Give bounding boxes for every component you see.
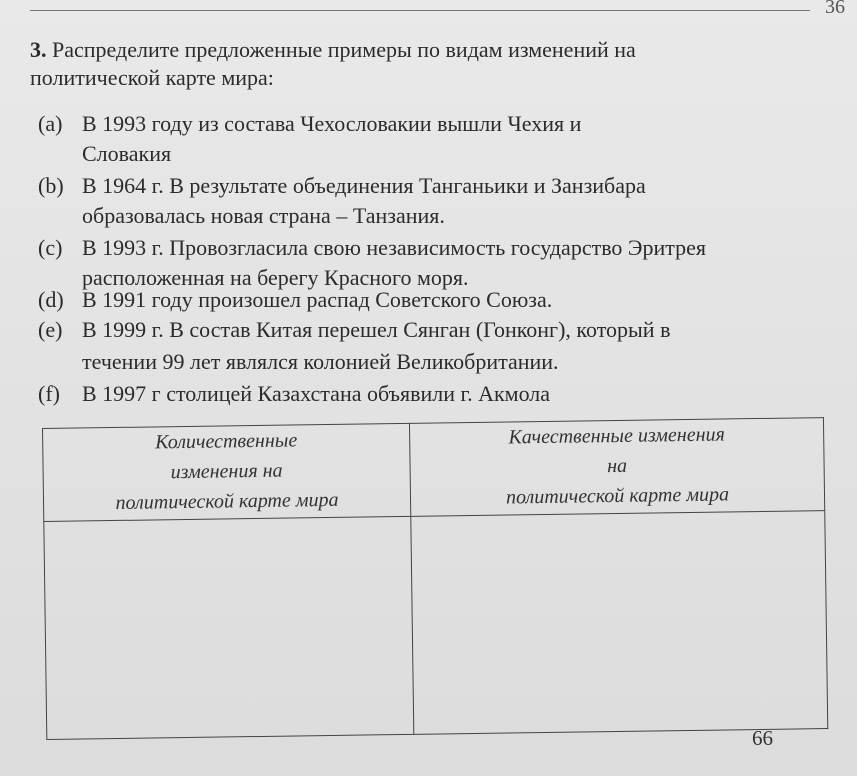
list-item-d [38,286,553,314]
item-label: (c) [38,235,63,260]
item-text-line1: В 1997 г столицей Казахстана объявили г. Акмола [82,381,551,406]
list-item-b [38,172,646,228]
header-qualitative-line3: политической карте мира [505,483,730,509]
table-answer-row [44,511,828,740]
list-item-f [38,380,551,408]
list-item-e [38,316,671,374]
item-label: (a) [38,111,63,136]
header-quantitative-line3: политической карте мира [115,488,339,514]
header-qualitative-line2: на [606,454,628,478]
task-prompt-line2: политической карте мира: [30,65,274,90]
task-prompt [30,36,857,92]
item-text-line1: В 1991 году произошел распад Советского Союза. [82,287,553,312]
item-label: (b) [38,173,64,198]
page-number: 66 [752,726,773,750]
task-prompt-line1: Распределите предложенные примеры по видам изменений на [52,37,636,62]
item-label: (f) [38,381,60,406]
top-divider-line [30,10,810,11]
header-qualitative [410,418,825,517]
item-text-line1: В 1993 г. Провозгласила свою независимость государство Эритрея [82,235,706,260]
answer-table [42,417,828,740]
task-number: 3. [30,37,47,62]
header-quantitative-line1: Количественные [155,429,298,454]
item-text-line2: Словакия [82,141,172,166]
item-text-line2: течении 99 лет являлся колонией Великобритании. [82,349,559,374]
item-label: (e) [38,317,63,342]
item-text-line1: В 1999 г. В состав Китая перешел Сянган (Гонконг), который в [82,317,671,342]
table-header-row [43,418,825,522]
item-label: (d) [38,287,64,312]
answer-cell-quantitative[interactable] [44,516,414,739]
header-qualitative-line1: Качественные изменения [508,423,725,449]
header-quantitative [43,423,411,521]
item-text-line1: В 1993 году из состава Чехословакии вышли Чехия и [82,111,582,136]
list-item-a [38,110,582,166]
list-item-c [38,234,706,290]
answer-cell-qualitative[interactable] [411,511,828,735]
item-text-line2: образовалась новая страна – Танзания. [82,203,445,228]
corner-page-number: 36 [825,0,845,18]
item-text-line1: В 1964 г. В результате объединения Танганьики и Занзибара [82,173,646,198]
item-text-line2: расположенная на берегу Красного моря. [82,265,469,290]
header-quantitative-line2: изменения на [170,459,283,484]
